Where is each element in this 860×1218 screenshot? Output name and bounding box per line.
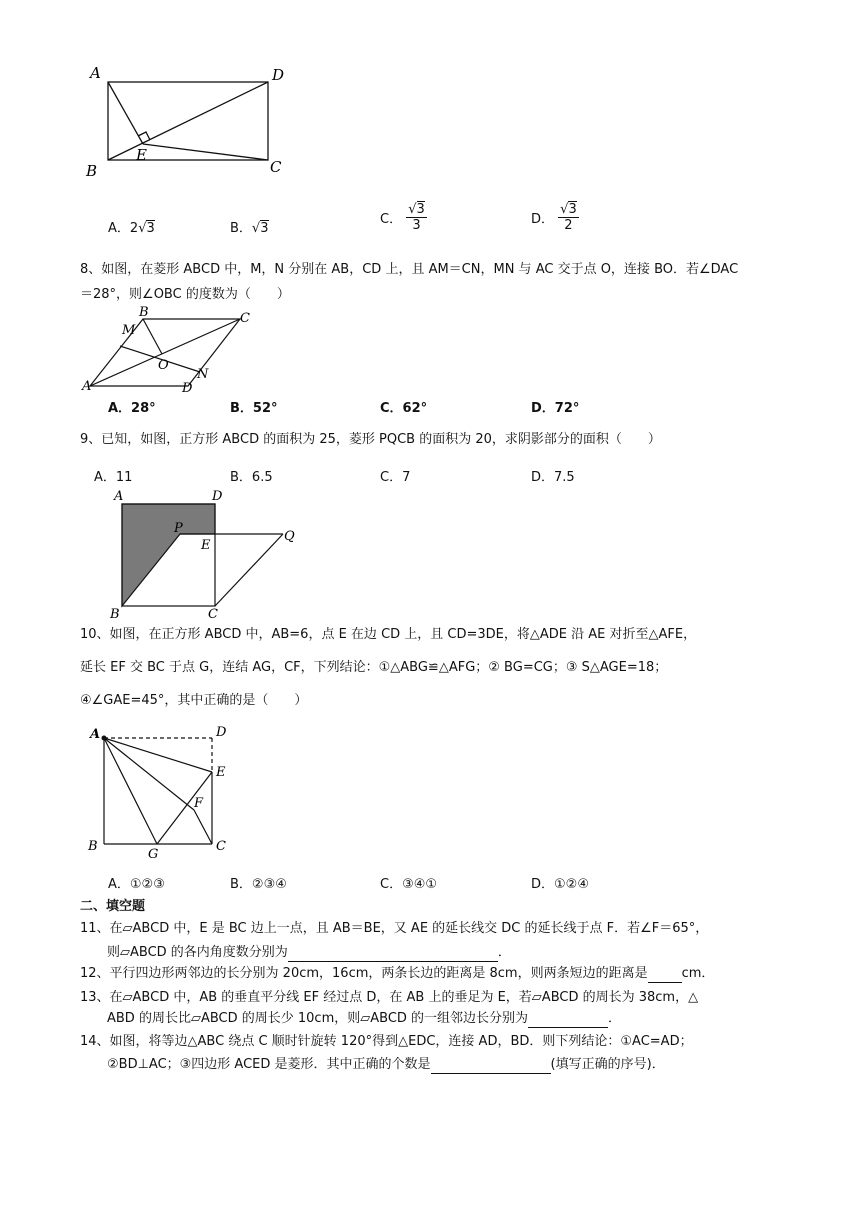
q7-option-c: C． $\frac{√3}{3}$ xyxy=(380,202,425,233)
q14-line-1: 14、如图，将等边△ABC 绕点 C 顺时针旋转 120°得到△EDC，连接 AD，BD．则下列结论：①AC=AD； xyxy=(80,1034,693,1049)
q7-option-b: B．√3 xyxy=(230,221,269,236)
q10-option-c: C．③④① xyxy=(380,877,438,892)
q9-option-b: B．6.5 xyxy=(230,470,273,485)
q11-line-1: 11、在▱ABCD 中，E 是 BC 边上一点，且 AB＝BE，又 AE 的延长线交 DC 的延长线于点 F．若∠F＝65°， xyxy=(80,921,709,936)
q8-line-2: ＝28°，则∠OBC 的度数为（ ） xyxy=(80,287,290,302)
figure-q10-square-fold xyxy=(82,720,242,860)
q11-line-2: 则▱ABCD 的各内角度数分别为 ． xyxy=(107,945,511,960)
q10-line-2: 延长 EF 交 BC 于点 G，连结 AG，CF，下列结论：①△ABG≌△AFG；② BG=CG；③ S△AGE=18； xyxy=(80,660,668,675)
q9-option-c: C．7 xyxy=(380,470,411,485)
fig10-label-g: G xyxy=(148,847,159,860)
fig8-label-n: N xyxy=(197,367,209,382)
fig8-label-c: C xyxy=(240,311,250,326)
q9-option-a: A．11 xyxy=(94,470,133,485)
fig9-label-a: A xyxy=(114,489,124,504)
fig7-label-a: A xyxy=(90,64,101,82)
q7-option-d: D． $\frac{√3}{2}$ xyxy=(531,202,577,233)
q10-option-a: A．①②③ xyxy=(108,877,165,892)
q8-option-c: C．62° xyxy=(380,401,428,416)
figure-q9-square-rhombus xyxy=(108,486,308,620)
figure-q7-rectangle xyxy=(80,60,300,185)
q14-line-2: ②BD⊥AC；③四边形 ACED 是菱形．其中正确的个数是 (填写正确的序号)． xyxy=(107,1057,665,1072)
fig8-label-b: B xyxy=(139,305,149,320)
fig9-label-d: D xyxy=(212,489,223,504)
fig10-label-b: B xyxy=(88,839,98,854)
fig10-label-c: C xyxy=(216,839,226,854)
fig10-label-a: A xyxy=(90,727,101,742)
fig9-label-p: P xyxy=(174,521,183,536)
fig9-label-c: C xyxy=(208,607,218,620)
q8-option-d: D．72° xyxy=(531,401,580,416)
fig7-label-b: B xyxy=(86,162,98,180)
q8-option-b: B．52° xyxy=(230,401,278,416)
q10-option-d: D．①②④ xyxy=(531,877,589,892)
q13-line-1: 13、在▱ABCD 中，AB 的垂直平分线 EF 经过点 D，在 AB 上的垂足为 E，若▱ABCD 的周长为 38cm，△ xyxy=(80,990,699,1005)
q8-option-a: A．28° xyxy=(108,401,156,416)
fig7-label-e: E xyxy=(136,146,147,164)
q14-answer-blank[interactable] xyxy=(431,1059,551,1074)
fig9-label-b: B xyxy=(110,607,120,620)
q12-answer-blank[interactable] xyxy=(648,968,682,983)
fig9-label-q: Q xyxy=(284,529,295,544)
fig8-label-m: M xyxy=(122,323,136,338)
fig10-label-d: D xyxy=(216,725,227,740)
q10-line-1: 10、如图，在正方形 ABCD 中，AB=6，点 E 在边 CD 上，且 CD=3DE，将△ADE 沿 AE 对折至△AFE， xyxy=(80,627,697,642)
q8-line-1: 8、如图，在菱形 ABCD 中，M，N 分别在 AB，CD 上，且 AM＝CN，MN 与 AC 交于点 O，连接 BO．若∠DAC xyxy=(80,262,739,277)
fig8-label-o: O xyxy=(158,358,169,373)
fig8-label-a: A xyxy=(82,379,92,394)
fig7-label-d: D xyxy=(272,66,285,84)
q10-option-b: B．②③④ xyxy=(230,877,287,892)
q11-answer-blank[interactable] xyxy=(288,947,498,962)
q10-line-3: ④∠GAE=45°，其中正确的是（ ） xyxy=(80,693,308,708)
q13-line-2: ABD 的周长比▱ABCD 的周长少 10cm，则▱ABCD 的一组邻边长分别为 ． xyxy=(107,1011,622,1026)
fig7-label-c: C xyxy=(270,158,282,176)
q9-line-1: 9、已知，如图，正方形 ABCD 的面积为 25，菱形 PQCB 的面积为 20，求阴影部分的面积（ ） xyxy=(80,432,661,447)
q7-option-a: A．2√3 xyxy=(108,221,155,236)
q13-answer-blank[interactable] xyxy=(528,1013,608,1028)
fig9-label-e: E xyxy=(201,538,211,553)
fig10-label-e: E xyxy=(216,765,226,780)
q9-option-d: D．7.5 xyxy=(531,470,575,485)
fig10-label-f: F xyxy=(194,796,204,811)
q12-line-1: 12、平行四边形两邻边的长分别为 20cm，16cm，两条长边的距离是 8cm，则两条短边的距离是 cm． xyxy=(80,966,715,981)
fig8-label-d: D xyxy=(182,381,193,394)
section-heading-fill-in: 二、填空题 xyxy=(80,899,146,914)
figure-q8-rhombus xyxy=(80,302,260,394)
